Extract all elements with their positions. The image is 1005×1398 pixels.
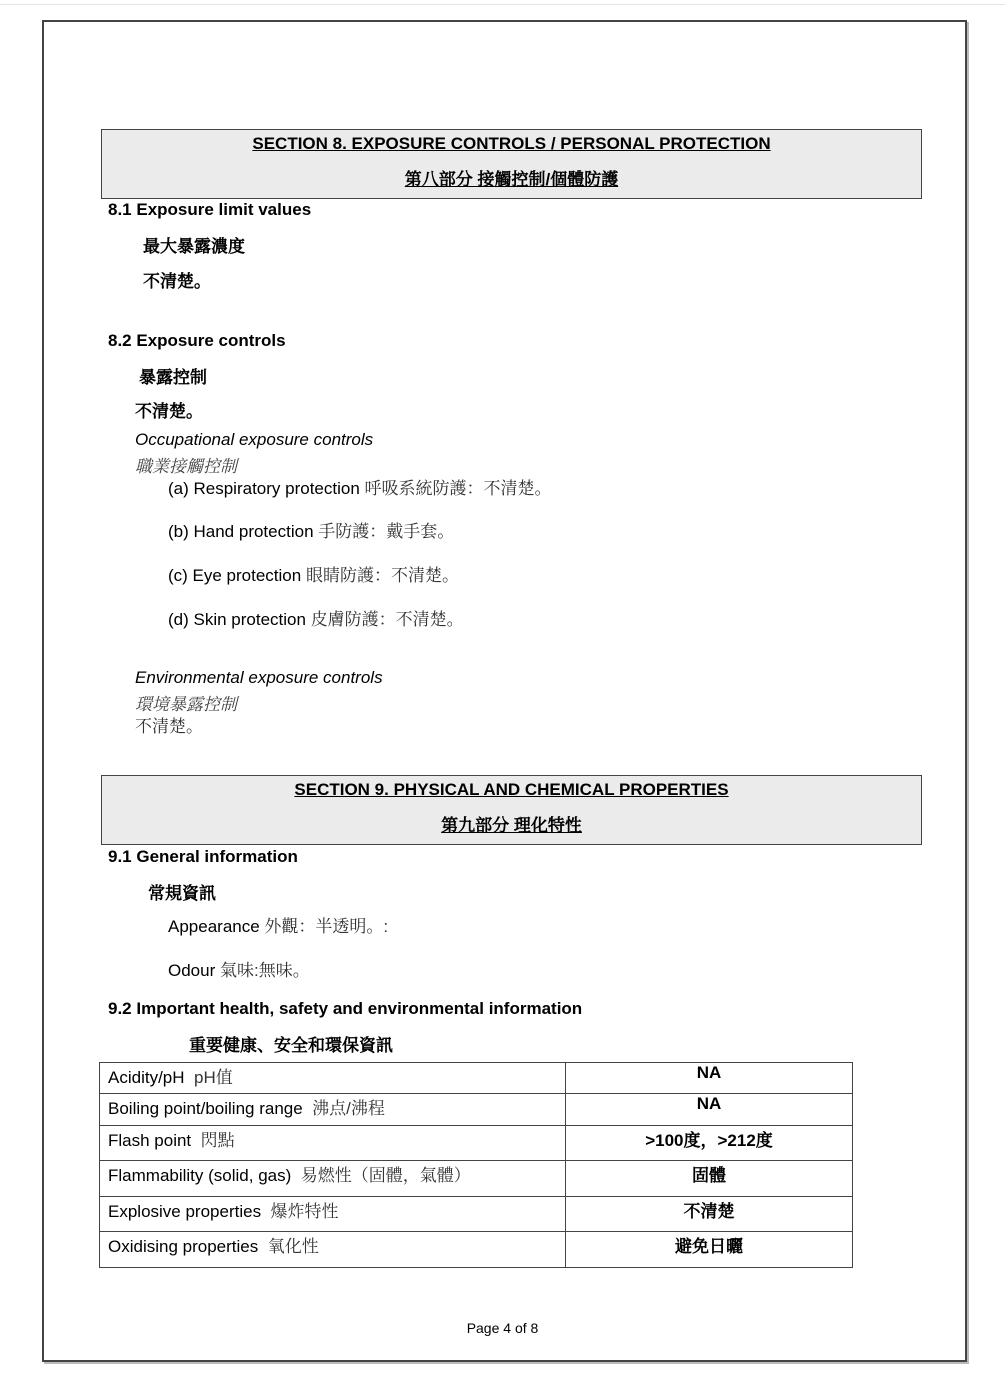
table-row [100,1126,853,1161]
heading-8-1: 8.1 Exposure limit values [108,200,312,219]
page-number: Page 4 of 8 [466,1320,539,1336]
protection-item-en: (b) Hand protection [168,522,314,541]
section-9-title-en: SECTION 9. PHYSICAL AND CHEMICAL PROPERTIES [294,780,729,799]
property-label-cn: 氧化性 [267,1237,319,1256]
odour-label: Odour [168,961,216,980]
odour-value: 氣味:無味。 [219,961,310,980]
property-label-cn: 閃點 [200,1131,235,1150]
property-label [100,1232,566,1268]
table-row [100,1232,853,1268]
protection-item [168,561,459,586]
appearance-value: 外觀：半透明。: [264,917,389,936]
protection-item-cn: 眼睛防護：不清楚。 [305,566,459,585]
environmental-controls-cn: 環境暴露控制 [135,695,237,714]
appearance-label: Appearance [168,917,260,936]
property-label-en: Acidity/pH [108,1068,185,1087]
table-row [100,1161,853,1197]
occupational-controls-en: Occupational exposure controls [135,430,374,449]
property-label-cn: 爆炸特性 [270,1202,339,1221]
heading-8-2-cn: 暴露控制 [139,368,207,387]
property-value: >100度，>212度 [566,1126,853,1161]
section-9-title-cn: 第九部分 理化特性 [441,816,582,835]
protection-item [168,517,454,542]
property-label [100,1063,566,1094]
properties-table [99,1062,853,1268]
top-border-line [0,4,1005,5]
section-8-header [101,129,922,199]
protection-item-en: (c) Eye protection [168,566,302,585]
property-label [100,1094,566,1126]
protection-item-cn: 手防護：戴手套。 [318,522,455,541]
section-8-title-cn: 第八部分 接觸控制/個體防護 [404,170,619,189]
protection-item-en: (a) Respiratory protection [168,479,360,498]
property-value: NA [566,1063,853,1094]
section-8-title-en: SECTION 8. EXPOSURE CONTROLS / PERSONAL PROTECTION [252,134,771,153]
property-label [100,1161,566,1197]
protection-item-cn: 皮膚防護：不清楚。 [310,610,464,629]
heading-8-1-cn: 最大暴露濃度 [143,237,245,256]
table-row [100,1094,853,1126]
heading-9-1: 9.1 General information [108,847,298,866]
property-value: 固體 [566,1161,853,1197]
property-label-en: Flammability (solid, gas) [108,1166,292,1185]
property-label-en: Boiling point/boiling range [108,1099,303,1118]
property-label-cn: 沸点/沸程 [312,1099,385,1118]
protection-item-cn: 呼吸系統防護：不清楚。 [364,479,552,498]
occupational-controls-cn: 職業接觸控制 [135,457,237,476]
property-value: 不清楚 [566,1197,853,1232]
odour-line [168,956,310,981]
environmental-controls-value: 不清楚。 [135,717,203,736]
appearance-line [168,912,388,937]
environmental-controls-en: Environmental exposure controls [135,668,383,687]
property-label [100,1126,566,1161]
value-8-2: 不清楚。 [135,402,203,421]
heading-8-2: 8.2 Exposure controls [108,331,286,350]
property-label-en: Oxidising properties [108,1237,259,1256]
table-row [100,1197,853,1232]
property-label-cn: pH值 [193,1068,233,1087]
value-8-1: 不清楚。 [143,272,211,291]
property-value: NA [566,1094,853,1126]
property-label-en: Flash point [108,1131,192,1150]
protection-item [168,605,464,630]
section-9-header [101,775,922,845]
heading-9-1-cn: 常規資訊 [148,884,216,903]
table-row [100,1063,853,1094]
heading-9-2-cn: 重要健康、安全和環保資訊 [189,1036,393,1055]
protection-item-en: (d) Skin protection [168,610,306,629]
protection-item [168,474,552,499]
heading-9-2: 9.2 Important health, safety and environmental information [108,999,583,1018]
property-value: 避免日曬 [566,1232,853,1268]
property-label-en: Explosive properties [108,1202,262,1221]
property-label [100,1197,566,1232]
property-label-cn: 易燃性（固體，氣體） [300,1166,471,1185]
